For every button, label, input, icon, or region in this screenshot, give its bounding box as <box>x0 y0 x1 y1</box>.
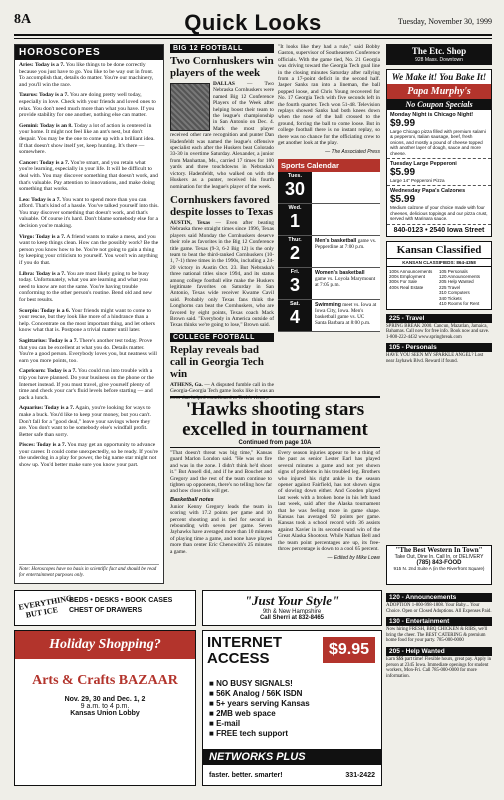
internet-feature <box>209 729 379 739</box>
college-headline: Replay reveals bad call in Georgia Tech win <box>170 343 264 380</box>
horoscope-text: You could run into trouble with a trip you have planned. Do your business on the phone or the Internet instead. If you must travel, give yourself plenty of time and check your car's fluid levels before starting — and pack a lunch. <box>19 368 154 401</box>
classified-heading: 205 - Help Wanted <box>386 647 492 656</box>
player-photo <box>170 83 210 131</box>
calendar-day-abbr: Thur. <box>288 236 302 243</box>
horoscope-text: You are most likely going to be busy today. Unfortunately, what you are learning and what you need to know are not the same. You're having trouble conforming to the other person's routine. Bend old and new for best results. <box>19 270 153 303</box>
horoscope-sign: Cancer: Today is a 7. <box>19 159 70 166</box>
internet-feature <box>209 719 379 729</box>
classified-category: 410 Rooms for Rent <box>439 301 480 307</box>
calendar-day-abbr: Tues. <box>288 172 302 179</box>
college-text: — A disputed fumble call in the Georgia-Georgia Tech game looks like it was an error that helped contributed to Tech's victory. <box>170 381 274 401</box>
calendar-day-label <box>278 236 312 267</box>
hawks-col1-text: "That doesn't threat was big time," Kansas guard Marlon London said. "He was on fire and was in the zone. I didn't think he'd shoot it." But Ansell did, and if he and Bouchet and Gregory and the rest of the team continue to tighten up opponents, there's no telling how far and how close this will get. <box>170 450 272 495</box>
best-western-sub: Take Out, Dine In. Call In, or DELIVERY <box>394 554 484 560</box>
sports-calendar-heading: Sports Calendar <box>278 159 380 172</box>
bookcase-sub: CHEST OF DRAWERS <box>69 607 143 614</box>
hawks-continued: Continued from page 10A <box>170 440 380 448</box>
horoscope-entry <box>15 366 163 403</box>
horoscope-sign: Taurus: Today is a 7. <box>19 92 69 99</box>
internet-feature-text: E-mail <box>216 719 241 728</box>
internet-price: $9.95 <box>323 637 375 663</box>
horoscope-text: You are doing pretty well today, especially in love. Check with your friends and loved ones to relax. You don't need much more than what you have. If you provide stability for one another, nothing else can matter. <box>19 92 156 119</box>
internet-feature <box>209 699 379 709</box>
calendar-day-number: 30 <box>284 178 306 199</box>
papa-deal <box>387 159 491 186</box>
big12-headline: Two Cornhuskers win players of the week <box>170 55 274 79</box>
horoscope-sign: Pisces: Today is a 7. <box>19 442 67 449</box>
etc-shop-ad[interactable] <box>386 44 492 65</box>
classified-text: Earn $$$ part time! Flexible hours, great pay. Apply in person at 2345 Iowa. Immediate openings for student workers, Mon-Fri. Call 785-000-0000 for more information. <box>386 656 492 679</box>
bullet-icon: ■ <box>209 709 217 718</box>
internet-feature-text: NO BUSY SIGNALS! <box>216 679 293 688</box>
horoscope-entry <box>15 440 163 470</box>
best-western-title: "The Best Western In Town" <box>395 546 483 554</box>
classified-category: 310 Computers <box>439 290 470 296</box>
papa-murphys-ad[interactable] <box>386 69 492 237</box>
internet-features <box>209 679 379 739</box>
classified-category: 205 Help Wanted <box>439 279 474 285</box>
bullet-icon: ■ <box>209 729 217 738</box>
classified-heading: 225 - Travel <box>386 314 492 323</box>
calendar-day-abbr: Sat. <box>289 300 301 307</box>
news-right-column <box>278 44 380 332</box>
horoscope-entry <box>15 269 163 306</box>
papa-tagline: We Make it! You Bake It! <box>391 72 487 82</box>
internet-ad[interactable] <box>202 630 382 786</box>
horoscope-sign: Virgo: Today is a 7. <box>19 233 66 240</box>
hawks-col1b-text: Junior Kenny Gregory leads the team in scoring with 17.2 points per game and 10 percent shooting and is tied for second in rebounding with seven per game. Seven Jayhawks have averaged more than 10 minutes of playing time a game, and none have played more than center Eric Chenowith's 25 minutes a game. <box>170 503 272 555</box>
bookcase-title: BEDS • DESKS • BOOK CASES <box>69 597 173 604</box>
calendar-day-number: 1 <box>289 210 300 231</box>
calendar-event-text: game vs. Loyola Marymount at 7:05 p.m. <box>315 275 376 288</box>
internet-feature-text: FREE tech support <box>216 729 289 738</box>
classified-category: 105 Personals <box>439 268 468 274</box>
classified-category: 225 Travel <box>439 284 461 290</box>
papa-deal-desc: Large 14" Pepperoni Pizza <box>390 178 445 184</box>
calendar-day <box>278 268 380 300</box>
internet-title: INTERNET ACCESS <box>207 634 282 667</box>
internet-feature <box>209 679 379 689</box>
calendar-event <box>312 236 380 267</box>
horoscope-text: You're smart, and you retain what you're learning, especially in your life. It will be difficult to deal with. You may discover something that doesn't work, and that's valuable. Pay attention to innovations, and make doing something that works. <box>19 159 158 193</box>
hawks-column-1 <box>170 450 272 555</box>
category-list-b <box>439 269 489 307</box>
classified-category: 200s Employment <box>389 274 426 280</box>
kansan-classified-subtitle: KANSAN CLASSIFIEDS: 864-4358 <box>387 259 491 267</box>
horoscope-sign: Aries: Today is a 7. <box>19 62 65 68</box>
horoscope-entry <box>15 336 163 366</box>
big12-text: — Two Nebraska Cornhuskers were named Big 12 Conference Players of the Week after helping boost their team to the league's championship in San Antonio on Dec. 4. Mark the most player received other rare recognition and punter Dan Hadenfeldt was named the league's offensive specialist each after the Huskers beat Colorado 33-30 in overtime Saturday. Alexander, a junior from Manhattan, Ms., carried 17 times for 100 yards and three touchdowns in Nebraska's victory. Hadenfeldt, who walked on with the Huskers as a punter, received his fourth nomination for the league's player of the week. <box>170 81 274 190</box>
huskers-headline: Cornhuskers favored despite losses to Texas <box>170 193 273 218</box>
horoscope-entry <box>15 306 163 336</box>
calendar-day-number: 2 <box>289 242 300 263</box>
papa-deal-title: Wednesday Papa's Calzones <box>390 188 466 195</box>
page-title: Quick Looks <box>184 10 322 35</box>
huskers-dateline: AUSTIN, Texas <box>170 219 211 226</box>
bottom-ads <box>14 590 382 786</box>
bullet-icon: ■ <box>209 699 217 708</box>
college-dateline: ATHENS, Ga. <box>170 381 203 388</box>
papa-deal <box>387 110 491 159</box>
calendar-day-number: 4 <box>289 306 300 327</box>
hair-sub: 9th & New Hampshire <box>262 609 322 615</box>
calendar-event <box>312 172 380 203</box>
classified-list <box>386 314 492 365</box>
internet-tagline: faster. better. smarter! <box>209 772 283 779</box>
calendar-day <box>278 300 380 332</box>
bazaar-place: Kansas Union Lobby <box>70 710 140 717</box>
classified-text: Now hiring FRESH, BBQ CHICKEN & RIBS, we'll bring the cheer. The BEST CATERING & premium home food for your party. 785-000-0000 <box>386 627 488 644</box>
horoscope-entry <box>15 60 163 90</box>
hawks-notes-sub: Basketball notes <box>170 496 214 503</box>
hair-ad[interactable] <box>202 590 382 626</box>
calendar-day <box>278 172 380 204</box>
classified-text: ADOPTION 1-800-998-1808. Your Baby... Your Choice. Open or Closed Adoptions. All Expenses Paid. <box>386 603 492 614</box>
horoscope-sign: Capricorn: Today is a 7. <box>19 368 77 375</box>
classified-category: 400s Real Estate <box>389 284 424 290</box>
hawks-headline: 'Hawks shooting stars excelled in tournament <box>170 396 380 440</box>
horoscope-text: Today a lot of action is centered in your home. It might not feel like an ant's nest, but don't despair. You may be the one to come up with a brilliant idea. If that doesn't show itself yet, keep hunting. It's there — somewhere. <box>19 122 155 156</box>
horoscope-text: You want to spend more than you can afford. That's kind of a hassle. You've talked yourself into this. You may discover something that doesn't work, and that's valuable. Of course it's hard. Don't blame somebody else for a decision you're making. <box>19 196 159 230</box>
horoscope-entry <box>15 90 163 120</box>
calendar-day-label <box>278 204 312 235</box>
papa-deal-desc: Large Chicago pizza filled with premium salami & pepperoni, Italian sausage, beef, fresh onions, and mostly a pound of cheese topped with another layer of dough, sauce and more cheese. <box>390 129 486 156</box>
horoscope-text: Your friends might want to come to your rescue, but they look like more of a hindrance than a help. Concentrate on the most important thing, and let others know what that is. Postpone a trivial matter until later. <box>19 307 155 334</box>
papa-deal-price: $9.99 <box>390 118 416 129</box>
kansan-classified-box <box>386 241 492 310</box>
internet-feature <box>209 689 379 699</box>
classified-category: 100s Announcements <box>389 268 433 274</box>
bazaar-hours: 9 a.m. to 4 p.m. <box>80 703 130 710</box>
internet-feature-text: 56K Analog / 56K ISDN <box>216 689 303 698</box>
classified-category: 300s For Sale <box>389 279 418 285</box>
masthead-rule <box>14 38 492 39</box>
papa-deal-title: Tuesday Large Pepperoni <box>390 161 457 168</box>
bullet-icon: ■ <box>209 689 217 698</box>
calendar-event-text: game vs. Pepperdine at 7:00 p.m. <box>315 237 377 250</box>
papa-banner: No Coupon Specials <box>387 99 491 110</box>
page-date: Tuesday, November 30, 1999 <box>397 17 492 26</box>
hawks-credit: — Edited by Mike Lowe <box>327 554 380 561</box>
papa-deal-desc: Medium calzone of your choice made with four cheeses, delicious toppings and our pizza crust, served with Marinara sauce. <box>390 205 488 222</box>
papa-logo: Papa Murphy's <box>387 84 491 99</box>
calendar-event-title: Swimming <box>315 301 341 308</box>
hawks-column-2 <box>278 450 380 565</box>
bazaar-ad[interactable] <box>14 630 196 786</box>
page-number: 8A <box>14 12 32 27</box>
internet-brand: NETWORKS PLUS <box>203 749 381 765</box>
ap-credit: — The Associated Press <box>325 148 380 155</box>
classified-list-lower <box>386 590 492 786</box>
bullet-icon: ■ <box>209 679 217 688</box>
papa-deal-title: Monday Night is Chicago Night! <box>390 112 474 118</box>
horoscope-sign: Gemini: Today is an 8. <box>19 122 73 129</box>
calendar-event <box>312 300 380 331</box>
classified-heading: 105 - Personals <box>386 343 492 352</box>
bazaar-dates: Nov. 29, 30 and Dec. 1, 2 <box>64 696 146 703</box>
hawks-col2-text: Every season injuries appear to be a thing of the past as senior Lester Earl has played several minutes a game and not yet shown signs of problems in his troubled leg. Brothers who injured his right ankle in the season opener against Fairfield, has not shown signs of slowing down either. And Gooden played last week with a broken bone in his left hand last week, said after the Alaska tournament that he was feeling more in game shape. Kansas has averaged 92 points per game. Kansas took a school record with 36 assists against Xavier in its second-round win of the Great Alaska Shootout. While Nathan Bell and the team point percentages are up, its free-throw percentage is down to a cool 65 percent. <box>278 450 380 553</box>
calendar-day-number: 3 <box>289 274 300 295</box>
horoscope-note: Note: Horoscopes have no basis in scientific fact and should be read for entertainment purposes only. <box>19 564 159 579</box>
calendar-event-text: meet vs. Iowa at Iowa City, Iowa. Men's basketball game vs. UC Santa Barbara at 8:00 p.m. <box>315 301 377 326</box>
bowl-body: "It looks like they had a rule," said Bobby Gaston, supervisor of Southeastern Conference officials. With the game tied, No. 21 Georgia was driving toward the Georgia Tech goal line in the closing minutes Saturday after rallying from a 17-point deficit in the second half. Jasper Sanks ran into a lineman, the ball popped loose, and Chris Young recovered for No. 17 Georgia Tech with five seconds left in the fourth quarter. Tech won 51-48. Television replays showed Sanks had both knees down when the nose of the ball crossed to the ground, forcing the ball to come loose. But in college football there is no instant replay, so there was no chance for the officiating crew to get another look at the play. <box>278 44 380 147</box>
horoscope-entry <box>15 121 163 158</box>
horoscope-entry <box>15 195 163 232</box>
horoscope-sign: Libra: Today is a 7. <box>19 270 66 277</box>
calendar-event <box>312 204 380 235</box>
big12-dateline: DALLAS <box>213 81 235 87</box>
classified-category: 120 Announcements <box>439 274 481 280</box>
horoscope-text: You may get an opportunity to advance your career. It could come unexpectedly, so be ready. If you're the underdog in a play for power, the big name star might not show up. You'd better make sure you know your part. <box>19 442 158 469</box>
bookcase-line: EVERYTHING BUT ICE <box>17 593 73 620</box>
best-western-ad[interactable] <box>386 545 492 585</box>
best-western-address: 915 N. 2nd Suite A (in the Riverfront Square) <box>393 566 485 571</box>
bazaar-event: Arts & Crafts BAZAAR <box>32 673 178 688</box>
news-left-column <box>170 44 274 401</box>
huskers-text: — Even after beating Nebraska three straight times since 1996, Texas players said Monday the Cornhuskers deserve their role as favorites in the Big 12 Conference title game. Texas (9-3, 6-2 Big 12) is the only team to beat the third-ranked Cornhuskers (10-1, 7-1) three times in the 1990s, including a 24-20 victory in Austin Oct. 23. But Nebraska's three national titles since 1994, and its status among college football elite make the Huskers legitimate favorites on Saturday in San Antonio, Texas wide receiver Kwame Cavil said. Probably only Texas fans think the Longhorns can beat the Cornhuskers, who are favored by eight points, Texas coach Mack Brown said. "Everybody in America outside of Texas thinks we're going to lose," Brown said. <box>170 219 274 329</box>
bazaar-title: Holiday Shopping? <box>15 631 195 659</box>
horoscope-text: A friend wants to make a mess, and you want to keep things clean. How can the possibly work? Be the person you know how to be. You're not going to gain a thing by keeping your criticism to yourself. You won't win anything if you do that. <box>19 233 159 267</box>
college-band: COLLEGE FOOTBALL <box>170 333 274 342</box>
kansan-classified-categories <box>387 267 491 309</box>
horoscope-sign: Aquarius: Today is a 7. <box>19 405 75 412</box>
calendar-day-label <box>278 300 312 331</box>
category-list-a <box>389 269 439 307</box>
papa-deals <box>387 110 491 225</box>
internet-feature-text: 2MB web space <box>216 709 276 718</box>
calendar-day-abbr: Fri. <box>290 268 300 275</box>
horoscope-text: There's another test today. Prove that you can be excellent at what you do. Details matter. You're a good person. Everybody loves you, but neatness will earn you more points, too. <box>19 337 157 364</box>
horoscopes-heading: HOROSCOPES <box>15 45 163 60</box>
etc-shop-address: 928 Mass. Downtown <box>387 57 491 64</box>
calendar-event <box>312 268 380 299</box>
sports-calendar <box>278 172 380 332</box>
horoscope-list <box>15 60 163 471</box>
calendar-day <box>278 236 380 268</box>
kansan-classified-title: Kansan Classified <box>387 242 491 259</box>
calendar-day-label <box>278 268 312 299</box>
hair-phone: Call Sherri at 832-8465 <box>259 615 325 621</box>
internet-phone: 331-2422 <box>345 772 375 779</box>
calendar-event-title: Women's basketball <box>315 269 365 276</box>
hair-title: "Just Your Style" <box>244 593 340 608</box>
horoscope-entry <box>15 158 163 195</box>
calendar-day <box>278 204 380 236</box>
bullet-icon: ■ <box>209 719 217 728</box>
classified-text: SPRING BREAK 2000. Cancun, Mazatlan, Jamaica, Bahamas. Call now for free info. Book now and save. 1-800-222-4432 www.springbreak.com <box>386 323 490 340</box>
classified-text: HAVE YOU SEEN MY SPARKLE ANGEL? Lost near Jayhawk Blvd. Reward if found. <box>386 353 484 364</box>
huskers-body <box>170 220 274 329</box>
classified-category: 340 Tickets <box>439 295 462 301</box>
horoscope-sign: Sagittarius: Today is a 7. <box>19 337 78 344</box>
calendar-day-label <box>278 172 312 203</box>
horoscope-text: You like things to be done correctly because you just have to go. You like to be way out in front. To accomplish that, details do matter. You're our machinery, and you'll win the race. <box>19 62 154 88</box>
sports-news <box>170 44 380 401</box>
classified-heading: 120 - Announcements <box>386 593 492 602</box>
horoscopes-box <box>14 44 164 584</box>
papa-deal-price: $5.99 <box>390 194 416 206</box>
papa-deal <box>387 186 491 224</box>
papa-phone: 840-0123 • 2540 Iowa Street <box>393 226 485 234</box>
horoscope-text: Again, you're looking for ways to make a buck. You'd like to keep your money, but you can't. Don't fall for a "good deal," leave your savings where they are. You don't want to be somebody else's windfall profit. Better safe than sorry. <box>19 405 151 438</box>
etc-shop-name: The Etc. Shop <box>387 45 491 57</box>
horoscope-sign: Leo: Today is a 7. <box>19 196 61 203</box>
big12-band: BIG 12 FOOTBALL <box>170 44 274 53</box>
horoscope-entry <box>15 232 163 269</box>
calendar-event-title: Men's basketball <box>315 237 357 244</box>
horoscope-sign: Scorpio: Today is a 6. <box>19 307 71 314</box>
bookcase-ad[interactable] <box>14 590 196 626</box>
internet-feature <box>209 709 379 719</box>
masthead <box>14 10 492 36</box>
best-western-phone: (785) 843-FOOD <box>416 560 462 566</box>
calendar-day-abbr: Wed. <box>288 204 302 211</box>
papa-deal-price: $5.99 <box>390 167 416 179</box>
right-ads-column <box>386 44 492 364</box>
horoscope-entry <box>15 403 163 440</box>
internet-feature-text: 5+ years serving Kansas <box>216 699 310 708</box>
classified-heading: 130 - Entertainment <box>386 617 492 626</box>
